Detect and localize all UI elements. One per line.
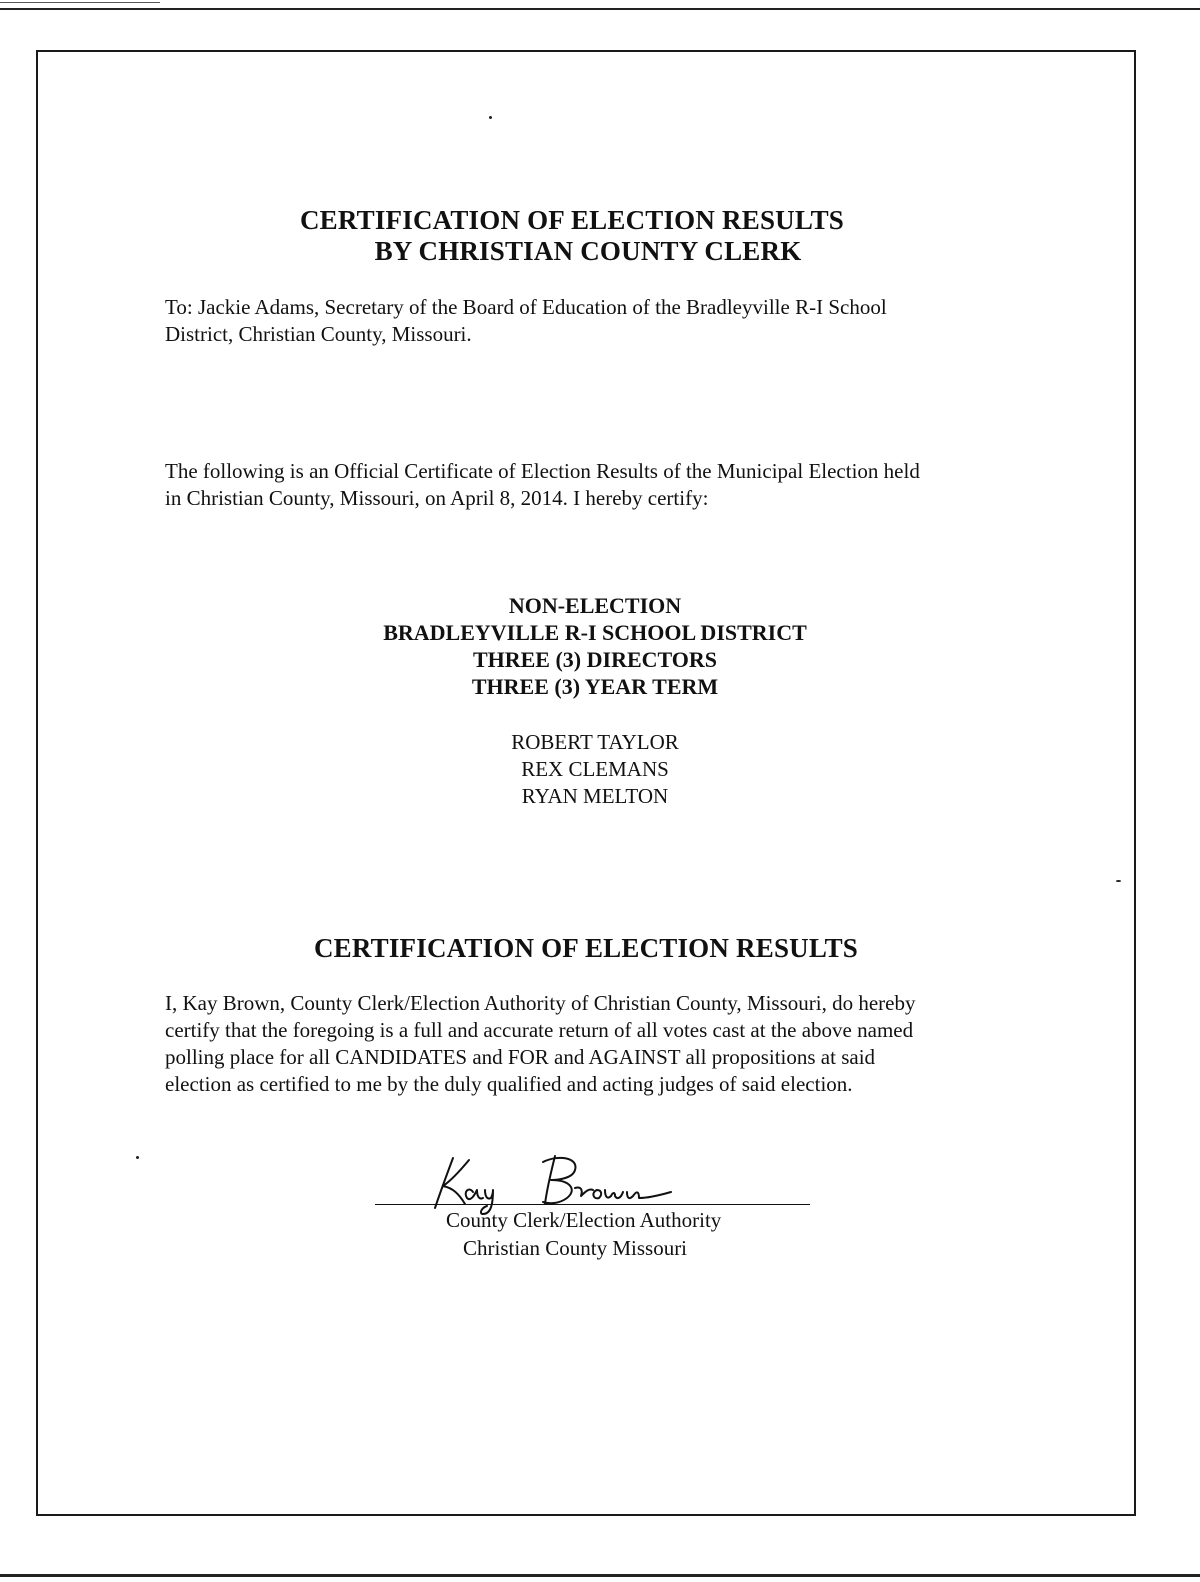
race-district: BRADLEYVILLE R-I SCHOOL DISTRICT <box>383 620 807 645</box>
race-status: NON-ELECTION <box>508 593 682 618</box>
scan-bottom-border <box>0 1574 1200 1577</box>
intro-paragraph <box>165 458 1045 512</box>
certification-paragraph <box>165 990 1045 1098</box>
certification-line: certify that the foregoing is a full and accurate return of all votes cast at the above named <box>165 1018 914 1042</box>
race-term: THREE (3) YEAR TERM <box>471 674 719 699</box>
candidate-name: ROBERT TAYLOR <box>511 730 679 754</box>
race-seats: THREE (3) DIRECTORS <box>472 647 718 672</box>
certification-line: election as certified to me by the duly qualified and acting judges of said election. <box>165 1072 853 1096</box>
certification-line: I, Kay Brown, County Clerk/Election Authority of Christian County, Missouri, do hereby <box>165 991 916 1015</box>
intro-line-1: The following is an Official Certificate of Election Results of the Municipal Election held <box>165 459 920 483</box>
signature-caption-line-2: Christian County Missouri <box>463 1236 688 1260</box>
certification-line: polling place for all CANDIDATES and FOR and AGAINST all propositions at said <box>165 1045 876 1069</box>
title-line-1: CERTIFICATION OF ELECTION RESULTS <box>299 205 845 235</box>
signature-line <box>375 1204 810 1205</box>
scan-speck <box>136 1156 139 1159</box>
addressee <box>165 294 1045 348</box>
certification-heading: CERTIFICATION OF ELECTION RESULTS <box>313 933 859 963</box>
candidate-list <box>290 729 900 810</box>
scan-speck <box>489 116 492 119</box>
addressee-line-1: To: Jackie Adams, Secretary of the Board of Education of the Bradleyville R-I School <box>165 295 887 319</box>
candidate-name: RYAN MELTON <box>521 784 669 808</box>
signature-caption-line-1: County Clerk/Election Authority <box>446 1208 722 1232</box>
candidate-name: REX CLEMANS <box>521 757 669 781</box>
scan-top-border <box>0 8 1200 10</box>
addressee-line-2: District, Christian County, Missouri. <box>165 322 472 346</box>
scan-edge-artifact <box>0 2 160 3</box>
race-header <box>290 592 900 700</box>
title-line-2: BY CHRISTIAN COUNTY CLERK <box>374 236 802 266</box>
scan-speck <box>1116 880 1121 882</box>
intro-line-2: in Christian County, Missouri, on April 8, 2014. I hereby certify: <box>165 486 709 510</box>
